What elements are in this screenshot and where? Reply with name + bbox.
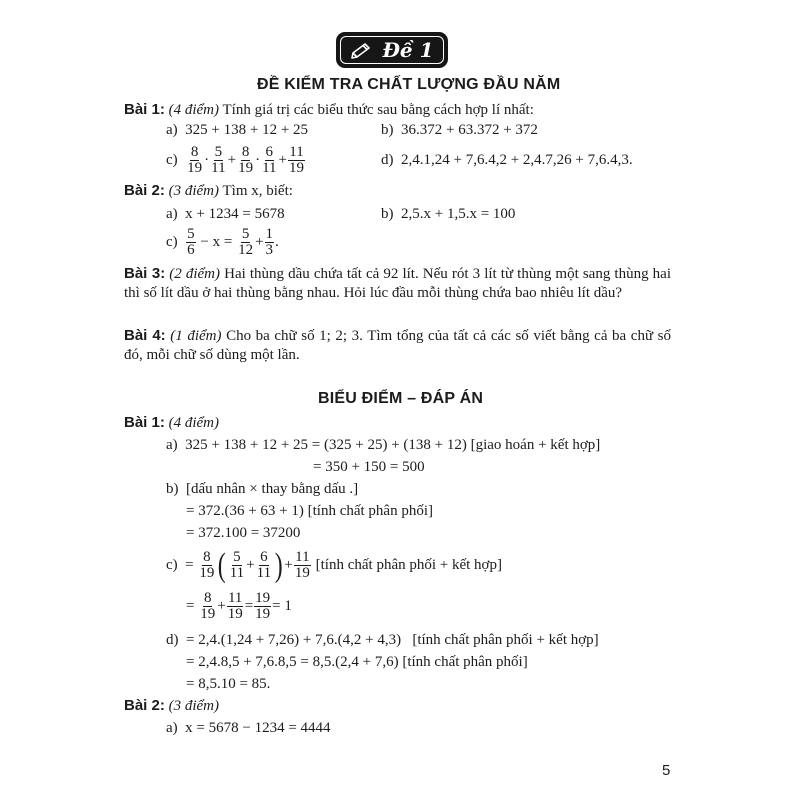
exam-bai4-text: Cho ba chữ số 1; 2; 3. Tìm tổng của tất cả các số viết bằng cả ba chữ số đó, mỗi chữ số dùng một lần. xyxy=(124,328,671,363)
answers-bai1-points: (4 điểm) xyxy=(168,415,220,431)
exam-bai1-header xyxy=(124,101,534,119)
expression: 36.372 + 63.372 + 372 xyxy=(401,122,538,138)
exam-bai1-label: Bài 1: xyxy=(124,101,165,118)
paren-close: ) xyxy=(274,546,283,584)
item-label: a) xyxy=(166,720,178,736)
item-label: b) xyxy=(381,122,394,138)
fraction: $\frac{5}{11}$ xyxy=(229,549,245,582)
fraction: $\frac{19}{19}$ xyxy=(255,590,271,623)
fraction: $\frac{8}{19}$ xyxy=(187,144,203,177)
expression: [dấu nhân × thay bằng dấu .] xyxy=(186,481,359,497)
fraction: $\frac{6}{11}$ xyxy=(256,549,272,582)
exam-bai1-c xyxy=(166,140,306,180)
fraction: $\frac{5}{11}$ xyxy=(211,144,226,177)
exam-bai1-points: (4 điểm) xyxy=(168,102,220,118)
page-title: ĐỀ KIỂM TRA CHẤT LƯỢNG ĐẦU NĂM xyxy=(257,76,561,93)
answers-bai1-b3: = 372.100 = 37200 xyxy=(186,525,301,541)
item-label: d) xyxy=(166,632,179,648)
answers-bai1-c2: = $\frac{8}{19}$ + $\frac{11}{19}$ = $\frac{19}{19}$ = 1 xyxy=(186,590,292,623)
badge-label: Đề 1 xyxy=(382,38,434,62)
expression: 325 + 138 + 12 + 25 xyxy=(185,122,309,138)
exam-bai2-points: (3 điểm) xyxy=(168,183,220,199)
expression-end: . xyxy=(275,234,279,250)
pencil-icon xyxy=(350,40,374,60)
item-label: a) xyxy=(166,437,178,453)
exam-bai4-label: Bài 4: xyxy=(124,327,166,344)
answers-bai2-points: (3 điểm) xyxy=(168,698,220,714)
answers-bai1-a2: = 350 + 150 = 500 xyxy=(313,459,425,475)
fraction: $\frac{8}{19}$ xyxy=(238,144,254,177)
item-label: a) xyxy=(166,206,178,222)
answers-bai1-d3: = 8,5.10 = 85. xyxy=(186,676,271,692)
item-label: b) xyxy=(381,206,394,222)
expression: 2,5.x + 1,5.x = 100 xyxy=(401,206,516,222)
exam-bai4-points: (1 điểm) xyxy=(170,328,222,344)
answers-bai1-label: Bài 1: xyxy=(124,414,165,431)
operator: + xyxy=(278,152,287,168)
paren-open: ( xyxy=(218,546,227,584)
expression: 325 + 138 + 12 + 25 = (325 + 25) + (138 + 12) [giao hoán + kết hợp] xyxy=(185,437,601,453)
exam-bai2-b xyxy=(381,205,515,223)
answers-bai1-d2: = 2,4.8,5 + 7,6.8,5 = 8,5.(2,4 + 7,6) [tính chất phân phối] xyxy=(186,654,528,670)
operator: · xyxy=(255,152,261,168)
fraction: $\frac{8}{19}$ xyxy=(199,549,215,582)
item-label: c) xyxy=(166,152,178,168)
exam-bai3-points: (2 điểm) xyxy=(169,266,221,282)
exam-bai1-d xyxy=(381,151,633,169)
exam-bai3-label: Bài 3: xyxy=(124,265,166,282)
answers-bai1-c1: c) = $\frac{8}{19}$ ( $\frac{5}{11}$ + $\frac{6}{11}$ ) + $\frac{11}{19}$ [tính chất phân phối + kết hợp] xyxy=(166,546,502,584)
item-label: c) xyxy=(166,234,178,250)
item-label: a) xyxy=(166,122,178,138)
fraction: $\frac{5}{12}$ xyxy=(238,226,254,259)
exam-bai2-a xyxy=(166,205,285,223)
item-label: b) xyxy=(166,481,179,497)
answers-bai1-a1 xyxy=(166,436,600,454)
answers-bai2-label: Bài 2: xyxy=(124,697,165,714)
answers-bai1-b2: = 372.(36 + 63 + 1) [tính chất phân phối] xyxy=(186,503,434,519)
operator: · xyxy=(204,152,210,168)
page-number: 5 xyxy=(662,762,671,779)
expression-middle: − x = xyxy=(200,234,233,250)
exam-bai3-text: Hai thùng dầu chứa tất cả 92 lít. Nếu rót 3 lít từ thùng một sang thùng hai thì số lít dầu ở hai thùng bằng nhau. Hỏi lúc đầu mỗi thùng chứa bao nhiêu lít dầu? xyxy=(124,266,671,301)
fraction: $\frac{11}{19}$ xyxy=(227,590,243,623)
fraction: $\frac{11}{19}$ xyxy=(294,549,310,582)
exam-bai3 xyxy=(124,264,671,303)
item-label: d) xyxy=(381,152,394,168)
operator: + xyxy=(255,234,264,250)
exam-bai2-c xyxy=(166,222,279,262)
exam-bai4 xyxy=(124,326,671,365)
equals: = xyxy=(185,557,194,573)
operator: + xyxy=(227,152,237,168)
fraction: $\frac{11}{19}$ xyxy=(289,144,304,177)
answers-bai1-d1 xyxy=(166,631,599,649)
answers-bai2-header xyxy=(124,697,219,715)
expression: = 2,4.(1,24 + 7,26) + 7,6.(4,2 + 4,3) [tính chất phân phối + kết hợp] xyxy=(186,632,599,648)
expression: 2,4.1,24 + 7,6.4,2 + 2,4.7,26 + 7,6.4,3. xyxy=(401,152,633,168)
exam-bai1-b xyxy=(381,121,538,139)
exam-bai2-label: Bài 2: xyxy=(124,182,165,199)
expression: x = 5678 − 1234 = 4444 xyxy=(185,720,331,736)
answers-title: BIỂU ĐIỂM – ĐÁP ÁN xyxy=(318,390,484,407)
result: = 1 xyxy=(272,598,292,614)
item-label: c) xyxy=(166,557,178,573)
fraction: $\frac{5}{6}$ xyxy=(187,226,195,259)
note: [tính chất phân phối + kết hợp] xyxy=(315,557,502,573)
fraction: $\frac{8}{19}$ xyxy=(200,590,216,623)
fraction: $\frac{1}{3}$ xyxy=(265,226,274,259)
exam-bai1-prompt: Tính giá trị các biểu thức sau bằng cách hợp lí nhất: xyxy=(222,102,534,118)
answers-bai1-header xyxy=(124,414,219,432)
exam-bai2-prompt: Tìm x, biết: xyxy=(222,183,293,199)
exam-bai2-header xyxy=(124,182,293,200)
answers-bai1-b1 xyxy=(166,480,358,498)
fraction: $\frac{6}{11}$ xyxy=(262,144,277,177)
answers-bai2-a xyxy=(166,719,331,737)
exam-bai1-a xyxy=(166,121,308,139)
expression: x + 1234 = 5678 xyxy=(185,206,285,222)
title-badge xyxy=(336,32,448,68)
